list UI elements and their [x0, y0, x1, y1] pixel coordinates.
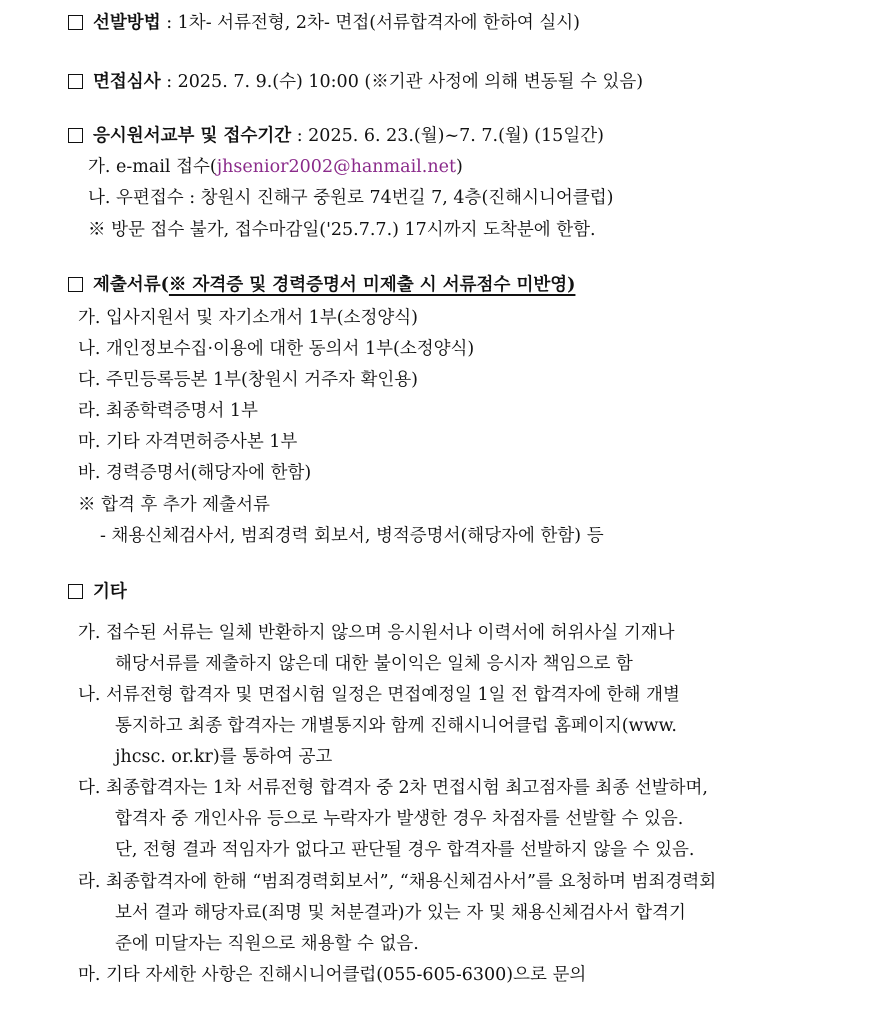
other-line: 가. 접수된 서류는 일체 반환하지 않으며 응시원서나 이력서에 허위사실 기재나: [78, 623, 675, 643]
other-line: 통지하고 최종 합격자는 개별통지와 함께 진해시니어클럽 홈페이지(www.: [115, 716, 677, 736]
other-heading: 기타: [93, 582, 127, 602]
application-heading: 응시원서교부 및 접수기간: [93, 126, 292, 146]
other-line: 합격자 중 개인사유 등으로 누락자가 발생한 경우 차점자를 선발할 수 있음.: [115, 809, 684, 829]
application-note: ※ 방문 접수 불가, 접수마감일('25.7.7.) 17시까지 도착분에 한함.: [88, 220, 596, 240]
email-link[interactable]: jhsenior2002@hanmail.net: [216, 157, 456, 177]
other-line: 라. 최종합격자에 한해 “범죄경력회보서”, “채용신체검사서”를 요청하며 범죄경력회: [78, 872, 717, 892]
checkbox-icon: [68, 74, 83, 89]
other-line: 다. 최종합격자는 1차 서류전형 합격자 중 2차 면접시험 최고점자를 최종 선발하며,: [78, 778, 708, 798]
other-line: jhcsc. or.kr)를 통하여 공고: [115, 747, 333, 767]
selection-section: [68, 11, 580, 35]
application-email-line: [88, 155, 463, 179]
other-line: 나. 서류전형 합격자 및 면접시험 일정은 면접예정일 1일 전 합격자에 한해 개별: [78, 685, 680, 705]
application-period: 2025. 6. 23.(월)~7. 7.(월) (15일간): [308, 126, 604, 146]
selection-heading: 선발방법: [93, 13, 161, 33]
document-item: 바. 경력증명서(해당자에 한함): [78, 463, 312, 483]
documents-heading-underlined: ※ 자격증 및 경력증명서 미제출 시 서류점수 미반영): [168, 275, 576, 295]
other-section: [68, 580, 127, 604]
selection-text: 1차- 서류전형, 2차- 면접(서류합격자에 한하여 실시): [177, 13, 580, 33]
document-item: 나. 개인정보수집·이용에 대한 동의서 1부(소정양식): [78, 339, 475, 359]
other-line: 보서 결과 해당자료(죄명 및 처분결과)가 있는 자 및 채용신체검사서 합격기: [115, 903, 686, 923]
other-line: 준에 미달자는 직원으로 채용할 수 없음.: [115, 934, 419, 954]
selection-separator: :: [160, 13, 178, 33]
documents-note: ※ 합격 후 추가 제출서류: [78, 495, 270, 515]
email-suffix: ): [456, 157, 463, 177]
checkbox-icon: [68, 277, 83, 292]
application-section: [68, 124, 604, 148]
application-post-line: 나. 우편접수 : 창원시 진해구 중원로 74번길 7, 4층(진해시니어클럽): [88, 188, 614, 208]
interview-separator: :: [160, 72, 178, 92]
other-line: 해당서류를 제출하지 않은데 대한 불이익은 일체 응시자 책임으로 함: [115, 654, 633, 674]
other-line: 단, 전형 결과 적임자가 없다고 판단될 경우 합격자를 선발하지 않을 수 있음.: [115, 840, 695, 860]
interview-heading: 면접심사: [93, 72, 161, 92]
document-item: 라. 최종학력증명서 1부: [78, 401, 258, 421]
documents-heading: 제출서류(: [93, 275, 169, 295]
documents-subnote: - 채용신체검사서, 범죄경력 회보서, 병적증명서(해당자에 한함) 등: [100, 526, 604, 546]
document-item: 가. 입사지원서 및 자기소개서 1부(소정양식): [78, 308, 418, 328]
other-line: 마. 기타 자세한 사항은 진해시니어클럽(055-605-6300)으로 문의: [78, 965, 587, 985]
application-separator: :: [291, 126, 309, 146]
checkbox-icon: [68, 584, 83, 599]
checkbox-icon: [68, 128, 83, 143]
documents-section: [68, 273, 575, 297]
document-item: 다. 주민등록등본 1부(창원시 거주자 확인용): [78, 370, 418, 390]
document-item: 마. 기타 자격면허증사본 1부: [78, 432, 298, 452]
interview-section: [68, 70, 643, 94]
interview-text: 2025. 7. 9.(수) 10:00 (※기관 사정에 의해 변동될 수 있음): [177, 72, 644, 92]
email-prefix: 가. e-mail 접수(: [88, 157, 217, 177]
checkbox-icon: [68, 15, 83, 30]
